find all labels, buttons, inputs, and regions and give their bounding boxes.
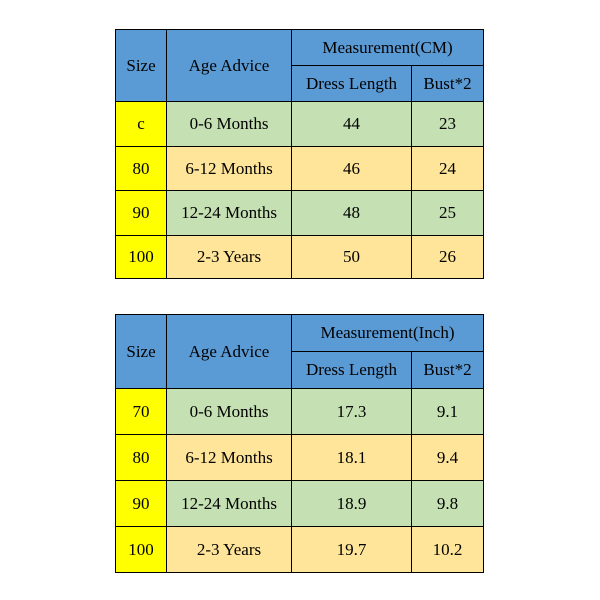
size-cell: 100 bbox=[116, 236, 167, 279]
size-cell: 90 bbox=[116, 191, 167, 236]
measurement-header: Measurement(CM) bbox=[292, 30, 484, 66]
size-cell: 100 bbox=[116, 527, 167, 573]
size-cell: 80 bbox=[116, 435, 167, 481]
dress-length-header: Dress Length bbox=[292, 66, 412, 102]
age-advice-header: Age Advice bbox=[167, 315, 292, 389]
measurement-header: Measurement(Inch) bbox=[292, 315, 484, 352]
dress-length-cell: 19.7 bbox=[292, 527, 412, 573]
bust-header: Bust*2 bbox=[412, 352, 484, 389]
size-chart-cm bbox=[115, 29, 484, 279]
bust-cell: 25 bbox=[412, 191, 484, 236]
age-cell: 2-3 Years bbox=[167, 527, 292, 573]
age-cell: 12-24 Months bbox=[167, 481, 292, 527]
bust-header: Bust*2 bbox=[412, 66, 484, 102]
size-chart-inch bbox=[115, 314, 484, 573]
age-cell: 2-3 Years bbox=[167, 236, 292, 279]
bust-cell: 10.2 bbox=[412, 527, 484, 573]
dress-length-cell: 50 bbox=[292, 236, 412, 279]
dress-length-cell: 48 bbox=[292, 191, 412, 236]
size-header: Size bbox=[116, 315, 167, 389]
size-cell: 80 bbox=[116, 147, 167, 191]
bust-cell: 24 bbox=[412, 147, 484, 191]
table-row bbox=[116, 527, 484, 573]
dress-length-cell: 17.3 bbox=[292, 389, 412, 435]
bust-cell: 26 bbox=[412, 236, 484, 279]
table-row bbox=[116, 389, 484, 435]
age-cell: 0-6 Months bbox=[167, 389, 292, 435]
age-cell: 6-12 Months bbox=[167, 435, 292, 481]
bust-cell: 9.4 bbox=[412, 435, 484, 481]
dress-length-cell: 46 bbox=[292, 147, 412, 191]
size-cell: 90 bbox=[116, 481, 167, 527]
table-row bbox=[116, 102, 484, 147]
table-row bbox=[116, 481, 484, 527]
size-cell: c bbox=[116, 102, 167, 147]
table-row bbox=[116, 236, 484, 279]
bust-cell: 9.8 bbox=[412, 481, 484, 527]
dress-length-cell: 18.1 bbox=[292, 435, 412, 481]
dress-length-cell: 18.9 bbox=[292, 481, 412, 527]
table-row bbox=[116, 191, 484, 236]
dress-length-cell: 44 bbox=[292, 102, 412, 147]
age-advice-header: Age Advice bbox=[167, 30, 292, 102]
table-row bbox=[116, 435, 484, 481]
bust-cell: 23 bbox=[412, 102, 484, 147]
table-row bbox=[116, 147, 484, 191]
age-cell: 12-24 Months bbox=[167, 191, 292, 236]
bust-cell: 9.1 bbox=[412, 389, 484, 435]
age-cell: 0-6 Months bbox=[167, 102, 292, 147]
size-header: Size bbox=[116, 30, 167, 102]
age-cell: 6-12 Months bbox=[167, 147, 292, 191]
size-cell: 70 bbox=[116, 389, 167, 435]
dress-length-header: Dress Length bbox=[292, 352, 412, 389]
